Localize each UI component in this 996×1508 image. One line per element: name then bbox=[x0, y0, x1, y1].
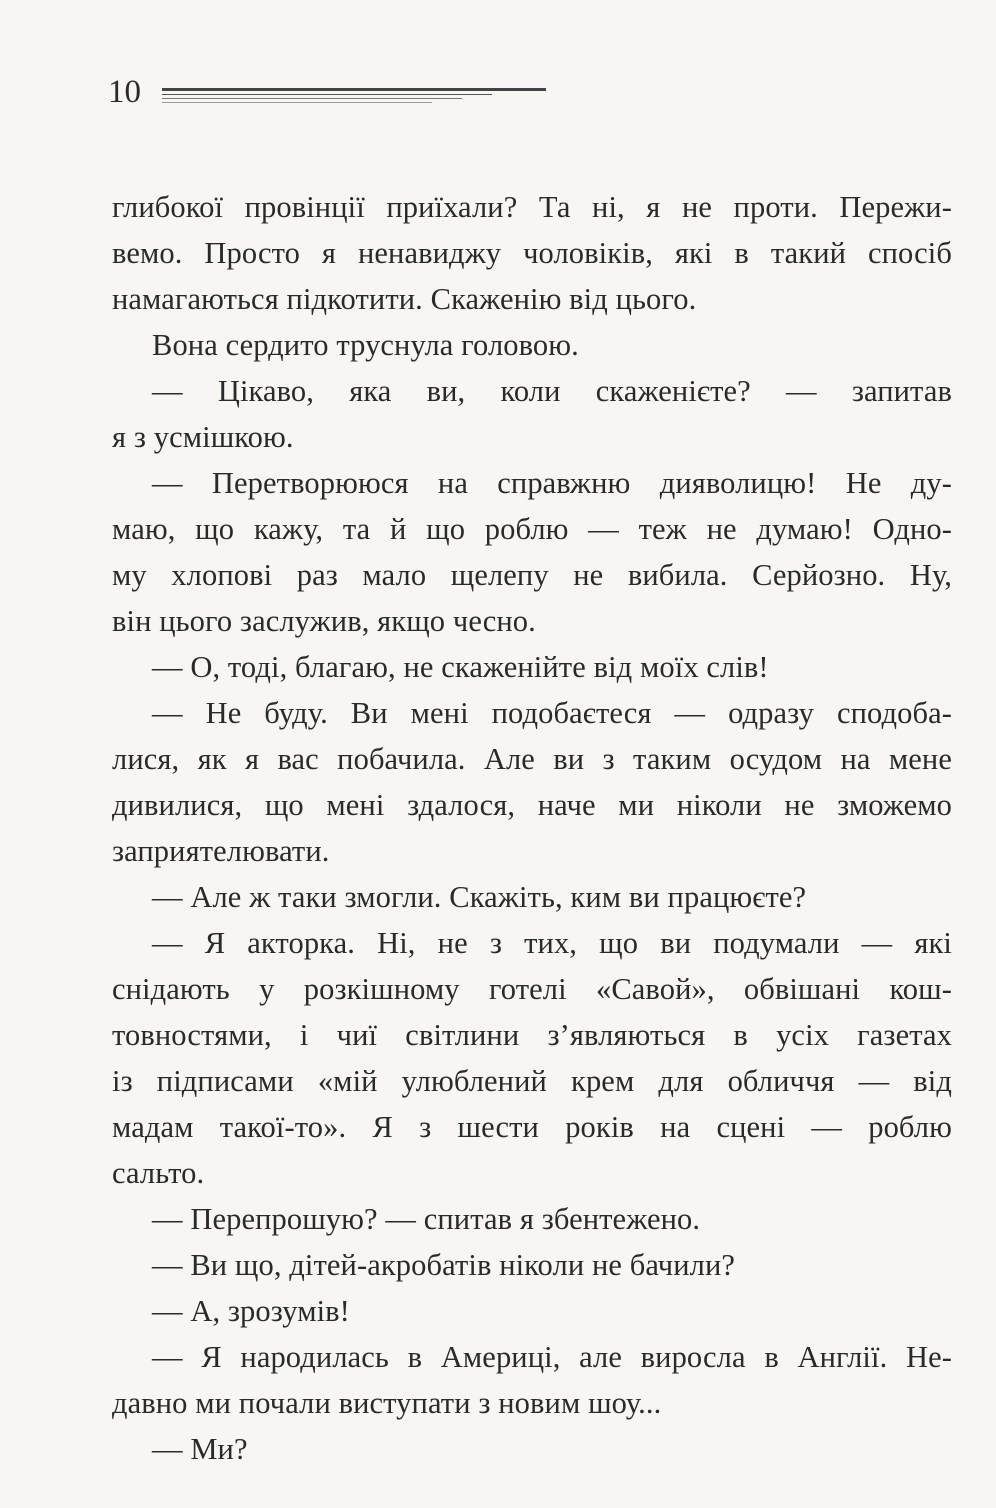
paragraph bbox=[112, 1196, 952, 1242]
paragraph bbox=[112, 1242, 952, 1288]
text-line: він цього заслужив, якщо чесно. bbox=[112, 604, 536, 638]
text-line: — Я акторка. Ні, не з тих, що ви подумали — які bbox=[152, 926, 952, 960]
text-line: — Ви що, дітей-акробатів ніколи не бачили? bbox=[152, 1248, 736, 1282]
text-line: сальто. bbox=[112, 1156, 205, 1190]
text-line: заприятелювати. bbox=[112, 834, 330, 868]
paragraph bbox=[112, 460, 952, 644]
text-line: дивилися, що мені здалося, наче ми ніколи не зможемо bbox=[112, 788, 952, 822]
paragraph bbox=[112, 920, 952, 1196]
text-line: Вона сердито труснула головою. bbox=[152, 328, 579, 362]
header-rule bbox=[162, 88, 546, 91]
text-line: снідають у розкішному готелі «Савой», обвішані кош- bbox=[112, 972, 952, 1006]
text-line: — Цікаво, яка ви, коли скаженієте? — запитав bbox=[152, 374, 952, 408]
header-rule bbox=[162, 98, 462, 99]
header-rule bbox=[162, 102, 432, 103]
text-line: товностями, і чиї світлини з’являються в усіх газетах bbox=[112, 1018, 952, 1052]
text-line: — Не буду. Ви мені подобаєтеся — одразу сподоба- bbox=[152, 696, 952, 730]
text-line: мадам такої-то». Я з шести років на сцені — роблю bbox=[112, 1110, 952, 1144]
text-line: — Перепрошую? — спитав я збентежено. bbox=[152, 1202, 701, 1236]
text-line: із підписами «мій улюблений крем для обличчя — від bbox=[112, 1064, 952, 1098]
text-line: — Але ж таки змогли. Скажіть, ким ви працюєте? bbox=[152, 880, 807, 914]
text-line: — Перетворююся на справжню дияволицю! Не ду- bbox=[152, 466, 952, 500]
paragraph bbox=[112, 644, 952, 690]
text-line: — Ми? bbox=[152, 1432, 248, 1466]
text-line: намагаються підкотити. Скаженію від цього. bbox=[112, 282, 697, 316]
text-line: глибокої провінції приїхали? Та ні, я не проти. Пережи- bbox=[112, 190, 952, 224]
paragraph bbox=[112, 368, 952, 460]
text-line: я з усмішкою. bbox=[112, 420, 294, 454]
text-line: вемо. Просто я ненавиджу чоловіків, які в такий спосіб bbox=[112, 236, 952, 270]
paragraph bbox=[112, 1288, 952, 1334]
page-header bbox=[108, 72, 548, 112]
paragraph bbox=[112, 184, 952, 322]
text-line: му хлопові раз мало щелепу не вибила. Серйозно. Ну, bbox=[112, 558, 952, 592]
text-line: лися, як я вас побачила. Але ви з таким осудом на мене bbox=[112, 742, 952, 776]
body-text bbox=[112, 184, 952, 1472]
page-number: 10 bbox=[108, 74, 141, 110]
text-line: давно ми почали виступати з новим шоу... bbox=[112, 1386, 662, 1420]
text-line: — А, зрозумів! bbox=[152, 1294, 350, 1328]
text-line: — Я народилась в Америці, але виросла в Англії. Не- bbox=[152, 1340, 952, 1374]
paragraph bbox=[112, 874, 952, 920]
paragraph bbox=[112, 690, 952, 874]
text-line: маю, що кажу, та й що роблю — теж не думаю! Одно- bbox=[112, 512, 952, 546]
text-line: — О, тоді, благаю, не скаженійте від моїх слів! bbox=[152, 650, 769, 684]
header-rule bbox=[162, 94, 492, 95]
paragraph bbox=[112, 1334, 952, 1426]
paragraph bbox=[112, 1426, 952, 1472]
paragraph bbox=[112, 322, 952, 368]
